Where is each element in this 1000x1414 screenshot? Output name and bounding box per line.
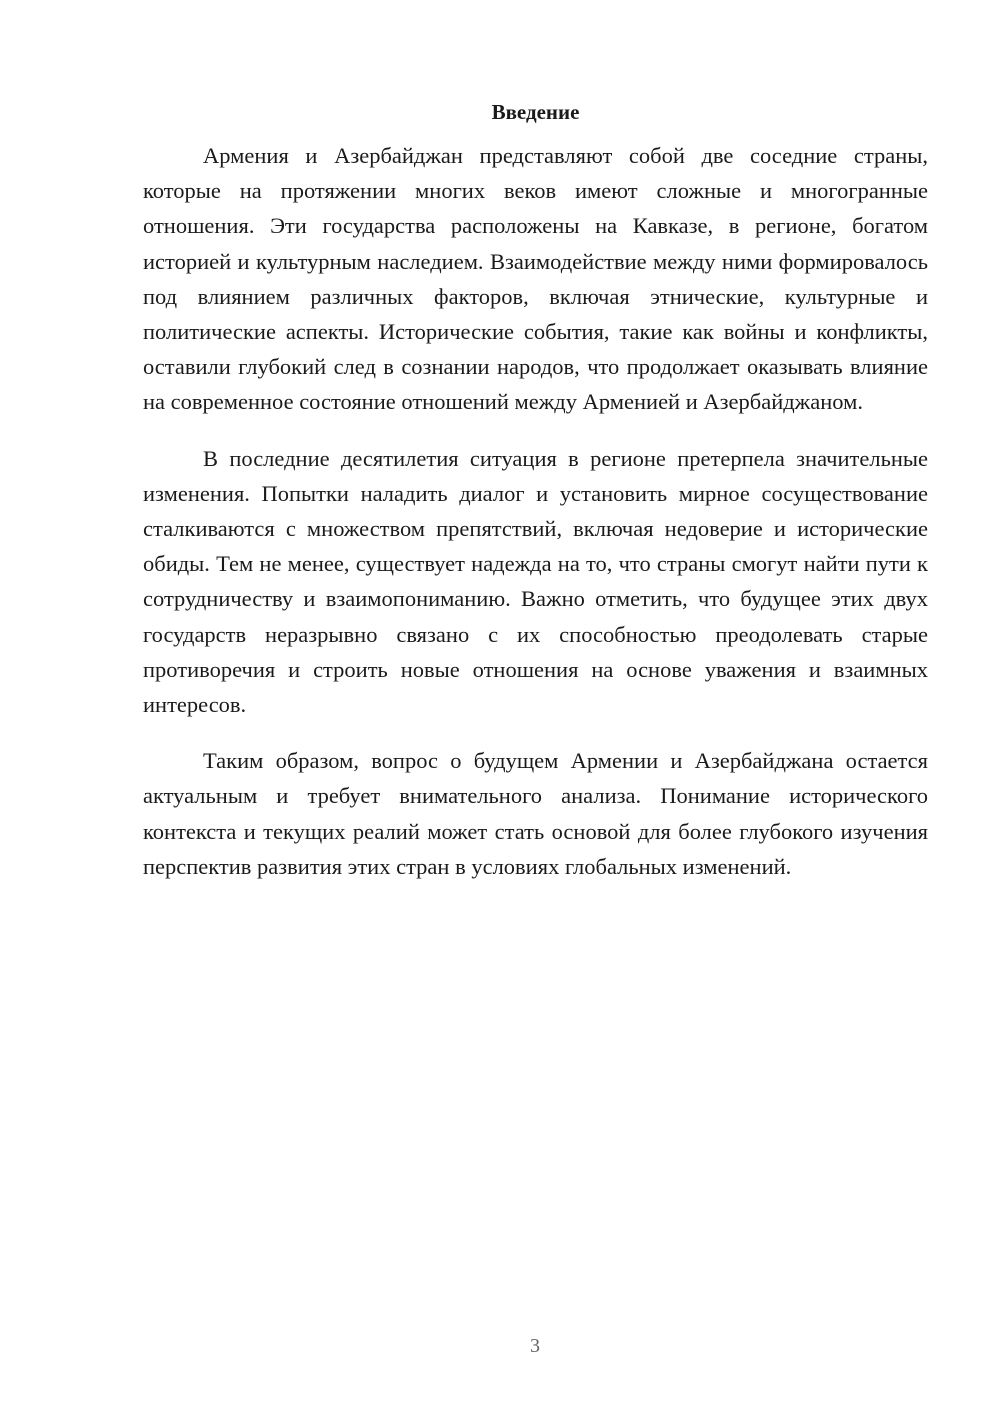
paragraph-1: Армения и Азербайджан представляют собой две соседние страны, которые на протяжении многих веков имеют сложные и многогранные отношения. Эти государства расположены на Кавказе, в регионе, богатом историей и культурным наследием. Взаимодействие между ними формировалось под влиянием различных факторов, включая этнические, культурные и политические аспекты. Исторические события, такие как войны и конфликты, оставили глубокий след в сознании народов, что продолжает оказывать влияние на современное состояние отношений между Арменией и Азербайджаном.	[143, 143, 928, 415]
paragraph-3: Таким образом, вопрос о будущем Армении и Азербайджана остается актуальным и требует внимательного анализа. Понимание исторического контекста и текущих реалий может стать основой для более глубокого изучения перспектив развития этих стран в условиях глобальных изменений.	[143, 748, 928, 879]
section-title: Введение	[491, 100, 580, 124]
paragraph-2: В последние десятилетия ситуация в регионе претерпела значительные изменения. Попытки наладить диалог и установить мирное сосуществование сталкиваются с множеством препятствий, включая недоверие и исторические обиды. Тем не менее, существует надежда на то, что страны смогут найти пути к сотрудничеству и взаимопониманию. Важно отметить, что будущее этих двух государств неразрывно связано с их способностью преодолевать старые противоречия и строить новые отношения на основе уважения и взаимных интересов.	[143, 445, 928, 718]
document-body	[143, 98, 928, 884]
page-number: 3	[530, 1335, 540, 1357]
